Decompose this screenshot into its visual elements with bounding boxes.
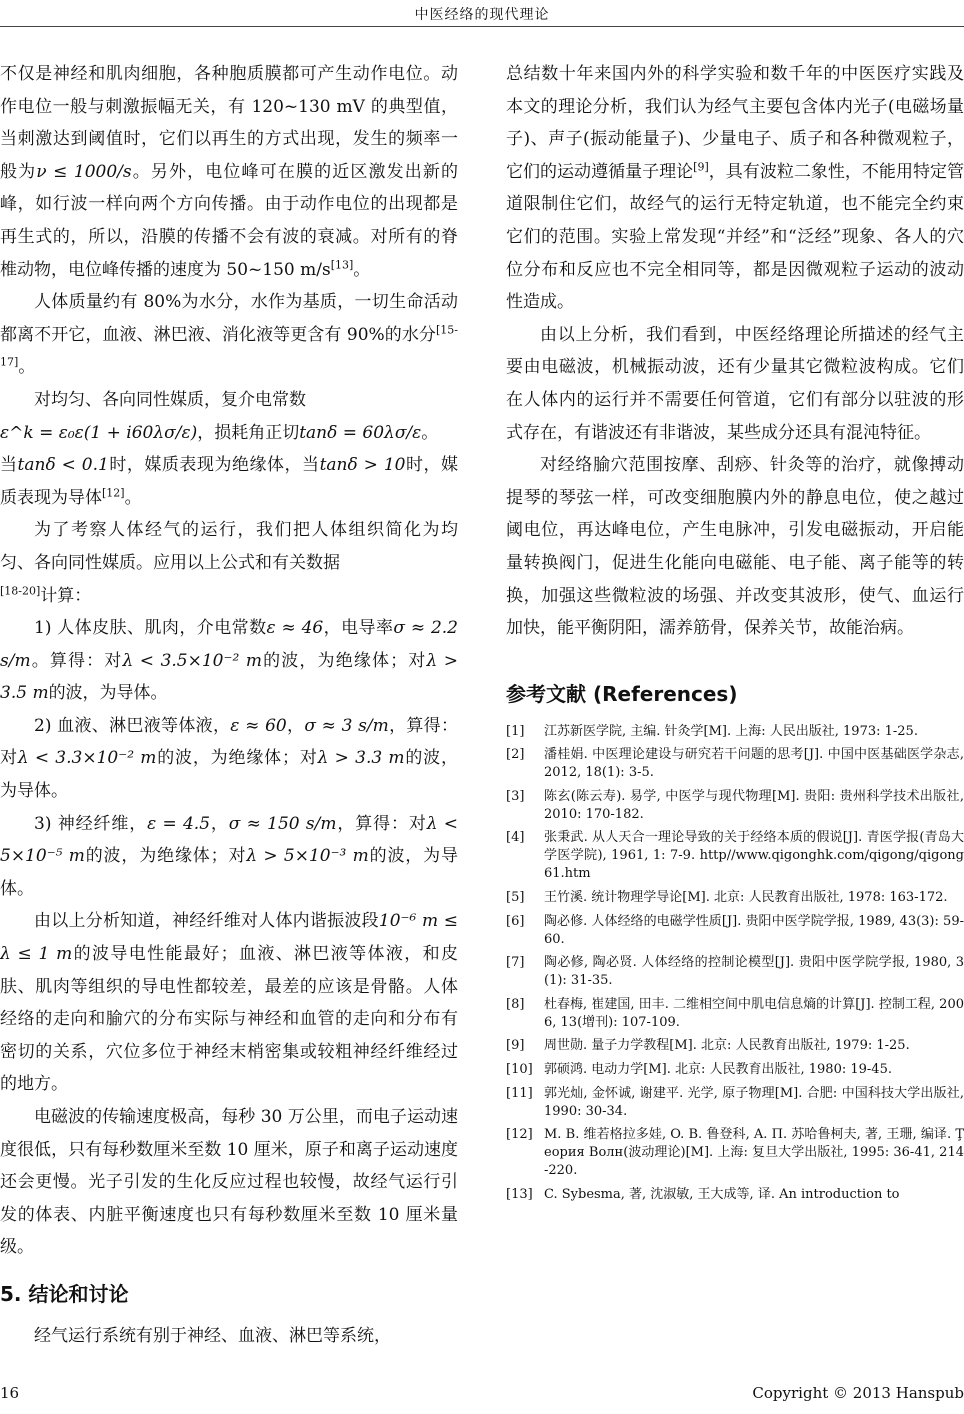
- paragraph-conductivity-analysis: [0, 905, 458, 1101]
- text: 时，媒质表现为导体: [0, 455, 459, 508]
- equation-conductor-condition: tanδ > 10: [319, 455, 406, 476]
- paragraph-dielectric-intro: [0, 384, 458, 417]
- reference-number: [11]: [506, 1085, 533, 1101]
- text: 当: [0, 455, 18, 476]
- text: ，具有波粒二象性，不能用特定管道限制住它们，故经气的运行无特定轨道，也不能完全约束它们的范围。实验上常发现“并经”和“泛经”现象、各人的穴位分布和反应也不完全相同等，都是因微观粒子运动的波动性造成。: [506, 161, 964, 313]
- reference-text: 陶必修. 人体经络的电磁学性质[J]. 贵阳中医学院学报, 1989, 43(3): 59-60.: [544, 913, 964, 947]
- math: σ ≈ 2.2 s/m: [0, 618, 458, 671]
- text: 1) 人体皮肤、肌肉，介电常数: [34, 618, 267, 639]
- reference-number: [3]: [506, 788, 525, 804]
- text: 为了考察人体经气的运行，我们把人体组织简化为均匀、各向同性媒质。应用以上公式和有关数据: [0, 520, 458, 573]
- reference-text: 潘桂娟. 中医理论建设与研究若干问题的思考[J]. 中国中医基础医学杂志, 2012, 18(1): 3-5.: [544, 747, 964, 781]
- reference-item: [506, 1085, 964, 1121]
- text: ，: [210, 813, 229, 834]
- reference-item: [506, 746, 964, 782]
- reference-item: [506, 1126, 964, 1180]
- reference-text: 陈玄(陈云寿). 易学, 中医学与现代物理[M]. 贵阳: 贵州科学技术出版社, 2010: 170-182.: [544, 788, 964, 822]
- reference-item: [506, 913, 964, 949]
- paragraph-water: [0, 286, 458, 384]
- math: λ < 3.3×10⁻² m: [17, 748, 157, 769]
- text: 人体质量约有 80%为水分，水作为基质，一切生命活动都离不开它，血液、淋巴液、消化液等更含有 90%的水分: [0, 292, 458, 345]
- reference-number: [6]: [506, 913, 525, 929]
- text: ，损耗角正切: [197, 422, 300, 443]
- text: 经气运行系统有别于神经、血液、淋巴等系统，: [34, 1325, 391, 1346]
- reference-number: [4]: [506, 830, 525, 846]
- reference-text: 郭光灿, 金怀诚, 谢建平. 光学, 原子物理[M]. 合肥: 中国科技大学出版社, 1990: 30-34.: [544, 1085, 964, 1119]
- citation: [15-17]: [0, 323, 458, 369]
- text: 的波，为绝缘体；对: [261, 650, 427, 671]
- reference-text: 张秉武. 从人天合一理论导致的关于经络本质的假说[J]. 青医学报(青岛大学医学院), 1961, 1: 7-9. http//www.qigonghk.com/qigong/qigong61.htm: [544, 830, 964, 882]
- text: 总结数十年来国内外的科学实验和数千年的中医医疗实践及本文的理论分析，我们认为经气主要包含体内光子(电磁场量子)、声子(振动能量子)、少量电子、质子和各种微观粒子，它们的运动遵循量子理论: [506, 64, 964, 182]
- text: 。: [353, 259, 371, 280]
- reference-text: M. B. 维若格拉多娃, O. B. 鲁登科, A. П. 苏哈鲁柯夫, 著, 王珊, 编译. Ţеория Волн(波动理论)[M]. 上海: 复旦大学出版社, 1995: 36-41, 214-220.: [544, 1127, 964, 1179]
- reference-text: 郭硕鸿. 电动力学[M]. 北京: 人民教育出版社, 1980: 19-45.: [544, 1062, 892, 1078]
- reference-text: 王竹溪. 统计物理学导论[M]. 北京: 人民教育出版社, 1978: 163-172.: [544, 890, 948, 906]
- reference-number: [1]: [506, 723, 525, 739]
- text: 3) 神经纤维，: [34, 813, 148, 834]
- reference-item: [506, 996, 964, 1032]
- references-heading: 参考文献 (References): [506, 681, 738, 706]
- reference-item: [506, 954, 964, 990]
- math: λ > 3.3 m: [317, 748, 405, 769]
- math: ε ≈ 46: [266, 618, 324, 639]
- reference-number: [9]: [506, 1038, 525, 1054]
- text: 。: [124, 487, 142, 508]
- math: ε = 4.5: [147, 813, 211, 834]
- reference-number: [5]: [506, 890, 525, 906]
- reference-item: [506, 1037, 964, 1055]
- paragraph-qi-waves: [506, 319, 964, 449]
- reference-number: [13]: [506, 1186, 533, 1202]
- reference-number: [2]: [506, 747, 525, 763]
- header-rule: [0, 26, 964, 27]
- text: 对经络腧穴范围按摩、刮痧、针灸等的治疗，就像搏动提琴的琴弦一样，可改变细胞膜内外的静息电位，使之越过阈电位，再达峰电位，产生电脉冲，引发电磁振动，开启能量转换阀门，促进生化能向电磁能、电子能、离子能等的转换，加强这些微粒波的场强、并改变其波形，使气、血运行加快，能平衡阴阳，濡养筋骨，保养关节，故能治病。: [506, 455, 964, 639]
- text: 2) 血液、淋巴液等体液，: [34, 715, 231, 736]
- paragraph-calculation-intro: [0, 514, 458, 612]
- text: 时，媒质表现为绝缘体，当: [108, 455, 320, 476]
- text: 。另外，电位峰可在膜的近区激发出新的峰，如行波一样向两个方向传播。由于动作电位的出现都是再生式的，所以，沿膜的传播不会有波的衰减。对所有的脊椎动物，电位峰传播的速度为 50~150 m/s: [0, 161, 459, 280]
- reference-list: [506, 723, 964, 1204]
- citation: [12]: [102, 486, 125, 500]
- text: 由以上分析，我们看到，中医经络理论所描述的经气主要由电磁波，机械振动波，还有少量其它微粒波构成。它们在人体内的运行并不需要任何管道，它们有部分以驻波的形式存在，有谐波还有非谐波，某些成分还具有混沌特征。: [506, 324, 964, 443]
- text: 的波，为导体。: [48, 683, 168, 704]
- section-heading-conclusion: 5. 结论和讨论: [0, 1281, 129, 1306]
- reference-text: 杜春梅, 崔建国, 田丰. 二维相空间中肌电信息熵的计算[J]. 控制工程, 2006, 13(增刊): 107-109.: [544, 996, 964, 1030]
- math: σ ≈ 150 s/m: [228, 813, 337, 834]
- reference-number: [7]: [506, 955, 525, 971]
- reference-item: [506, 829, 964, 883]
- text: 的波，为绝缘体；对: [84, 846, 247, 867]
- reference-item: [506, 1186, 964, 1204]
- paragraph-conclusion-cont: [506, 58, 964, 319]
- text: 电磁波的传输速度极高，每秒 30 万公里，而电子运动速度很低，只有每秒数厘米至数 10 厘米，原子和离子运动速度还会更慢。光子引发的生化反应过程也较慢，故经气运行引发的体表、内脏平衡速度也只有每秒数厘米至数 10 厘米量级。: [0, 1107, 458, 1258]
- text: 的波导电性能最好；血液、淋巴液等体液，和皮肤、肌肉等组织的导电性都较差，最差的应该是骨骼。人体经络的走向和腧穴的分布实际与神经和血管的走向和分布有密切的关系，穴位多位于神经末梢密集或较粗神经纤维经过的地方。: [0, 944, 459, 1095]
- math-frequency: ν ≤ 1000/s: [36, 161, 132, 182]
- copyright-notice: Copyright © 2013 Hanspub: [752, 1384, 964, 1402]
- text: 。: [18, 357, 36, 378]
- page-number: 16: [0, 1384, 20, 1402]
- text: ，算得：对: [336, 813, 427, 834]
- text: 不仅是神经和肌肉细胞，各种胞质膜都可产生动作电位。动作电位一般与刺激振幅无关，有 120~130 mV 的典型值，当刺激达到阈值时，它们以再生的方式出现，发生的频率一般为: [0, 64, 458, 182]
- reference-number: [10]: [506, 1062, 533, 1078]
- reference-number: [8]: [506, 996, 525, 1012]
- reference-text: 周世勋. 量子力学教程[M]. 北京: 人民教育出版社, 1979: 1-25.: [544, 1038, 910, 1054]
- math: ε ≈ 60: [230, 715, 287, 736]
- paragraph-action-potential: [0, 58, 458, 286]
- reference-text: C. Sybesma, 著, 沈淑敏, 王大成等, 译. An introduction to: [544, 1186, 900, 1202]
- left-column: [0, 58, 458, 1353]
- text: ，电导率: [323, 618, 394, 639]
- reference-text: 江苏新医学院, 主编. 针灸学[M]. 上海: 人民出版社, 1973: 1-25.: [544, 723, 918, 739]
- reference-item: [506, 723, 964, 741]
- reference-text: 陶必修, 陶必贤. 人体经络的控制论模型[J]. 贵阳中医学院学报, 1980, 3(1): 31-35.: [544, 955, 964, 989]
- reference-item: [506, 1061, 964, 1079]
- math: λ < 5×10⁻⁵ m: [0, 813, 458, 867]
- text: 。: [421, 422, 439, 443]
- item-blood-lymph: [0, 710, 458, 808]
- citation: [13]: [330, 257, 354, 271]
- text: 的波，为导体。: [0, 846, 458, 899]
- text: 的波，为导体。: [0, 748, 459, 802]
- equation-insulator-condition: tanδ < 0.1: [17, 455, 109, 476]
- item-skin-muscle: [0, 612, 458, 710]
- equation-complex-permittivity: ε^k = ε₀ε(1 + i60λσ/ε): [0, 422, 198, 443]
- reference-number: [12]: [506, 1127, 533, 1143]
- text: 由以上分析知道，神经纤维对人体内谐振波段: [34, 911, 379, 932]
- reference-item: [506, 889, 964, 907]
- math: λ < 3.5×10⁻² m: [122, 650, 262, 671]
- paragraph-treatment: [506, 449, 964, 645]
- equation-loss-tangent: tanδ = 60λσ/ε: [299, 422, 422, 443]
- page-footer: [0, 1384, 964, 1402]
- citation: [9]: [693, 160, 709, 174]
- reference-item: [506, 788, 964, 824]
- math-wave-band: 10⁻⁶ m ≤ λ ≤ 1 m: [0, 911, 459, 965]
- math: λ > 3.5 m: [0, 650, 459, 704]
- math: σ ≈ 3 s/m: [304, 715, 389, 736]
- right-column: [506, 58, 964, 1209]
- text: 计算：: [40, 585, 92, 606]
- citation: [18-20]: [0, 583, 41, 597]
- paragraph-conclusion-start: [0, 1320, 458, 1353]
- text: 。算得：对: [30, 650, 123, 671]
- text: ，算得：对: [0, 715, 458, 769]
- item-nerve-fiber: [0, 808, 458, 906]
- paragraph-propagation-speed: [0, 1101, 458, 1264]
- text: 的波，为绝缘体；对: [156, 748, 318, 769]
- running-header: 中医经络的现代理论: [414, 7, 550, 23]
- text: ，: [286, 715, 305, 736]
- math: λ > 5×10⁻³ m: [246, 846, 369, 867]
- text: 对均匀、各向同性媒质，复介电常数: [34, 389, 306, 410]
- paragraph-dielectric-eq: [0, 417, 458, 515]
